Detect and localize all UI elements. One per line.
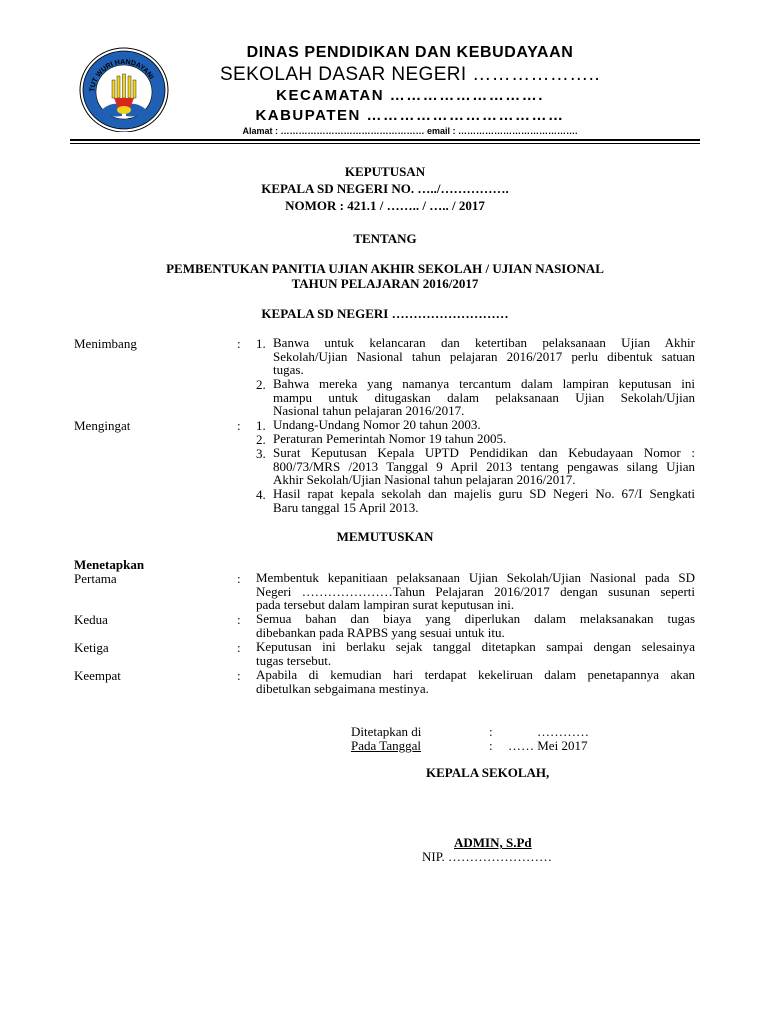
header-rule-thick: [70, 139, 700, 141]
ketiga-line-2: tugas tersebut.: [256, 652, 332, 668]
decree-title: KEPUTUSAN: [344, 164, 426, 179]
pertama-colon: :: [237, 571, 241, 586]
kedua-line-2: dibebankan pada RAPBS yang sesuai untuk itu.: [256, 624, 505, 640]
subject-line-1: PEMBENTUKAN PANITIA UJIAN AKHIR SEKOLAH / UJIAN NASIONAL: [166, 261, 604, 276]
kepala-heading: KEPALA SD NEGERI ………………………: [261, 306, 509, 321]
subject-line-2: TAHUN PELAJARAN 2016/2017: [291, 276, 479, 291]
mengingat-3-line-2: 800/73/MRS /2013 Tanggal 9 April 2013 tentang pengawas silang Ujian: [273, 458, 695, 474]
ditetapkan-colon: :: [489, 724, 493, 739]
tanggal-colon: :: [489, 738, 493, 753]
memutuskan-heading: MEMUTUSKAN: [336, 529, 434, 544]
menimbang-num-2: 2.: [256, 377, 266, 392]
pertama-label: Pertama: [74, 571, 117, 586]
mengingat-colon: :: [237, 418, 241, 433]
menimbang-2-line-1: Bahwa mereka yang namanya tercantum dalam lampiran keputusan ini: [273, 376, 695, 391]
address-line: Alamat : ………………………………………… email : ………………………………….: [242, 126, 578, 136]
signer-position: KEPALA SEKOLAH,: [426, 765, 550, 780]
ketiga-label: Ketiga: [74, 640, 109, 655]
regency-line: KABUPATEN ………………………………: [255, 107, 565, 124]
menimbang-2-line-2: mampu untuk ditugaskan dalam pelaksanaan Ujian Sekolah/Ujian: [273, 389, 695, 405]
mengingat-1-line-1: Undang-Undang Nomor 20 tahun 2003.: [273, 417, 481, 432]
menimbang-1-line-1: Banwa untuk kelancaran dan ketertiban pelaksanaan Ujian Akhir: [273, 335, 695, 350]
tanggal-value: …… Mei 2017: [508, 738, 588, 753]
logo-motto: TUT WURI HANDAYANI: [89, 58, 155, 93]
kedua-label: Kedua: [74, 612, 108, 627]
kedua-line-1: Semua bahan dan biaya yang diperlukan dalam melaksanakan tugas: [256, 611, 695, 626]
school-name: SEKOLAH DASAR NEGERI ………………..: [219, 64, 601, 85]
pertama-line-2: Negeri …………………Tahun Pelajaran 2016/2017 dengan susunan seperti: [256, 583, 695, 599]
ditetapkan-label: Ditetapkan di: [351, 724, 422, 739]
menimbang-1-line-2: Sekolah/Ujian Nasional tahun pelajaran 2016/2017 perlu dibentuk satuan: [273, 348, 695, 364]
agency-name: DINAS PENDIDIKAN DAN KEBUDAYAAN: [246, 44, 574, 61]
menimbang-1-line-3: tugas.: [273, 362, 304, 377]
ditetapkan-value: …………: [537, 724, 589, 739]
mengingat-num-4: 4.: [256, 487, 266, 502]
keempat-line-1: Apabila di kemudian hari terdapat kekeliruan dalam penetapannya akan: [256, 667, 695, 682]
menimbang-colon: :: [237, 336, 241, 351]
header-rule-thin: [70, 143, 700, 144]
mengingat-3-line-3: Akhir Sekolah/Ujian Nasional tahun pelajaran 2016/2017.: [273, 472, 576, 487]
ketiga-colon: :: [237, 640, 241, 655]
mengingat-4-line-2: Baru tanggal 15 April 2013.: [273, 499, 419, 515]
menimbang-num-1: 1.: [256, 336, 266, 351]
mengingat-3-line-1: Surat Keputusan Kepala UPTD Pendidikan dan Kebudayaan Nomor :: [273, 445, 695, 460]
ketiga-line-1: Keputusan ini berlaku sejak tanggal ditetapkan sampai dengan selesainya: [256, 639, 695, 654]
mengingat-4-line-1: Hasil rapat kepala sekolah dan majelis guru SD Negeri No. 67/I Sengkati: [273, 486, 695, 501]
mengingat-num-1: 1.: [256, 418, 266, 433]
district-line: KECAMATAN ……………………….: [276, 87, 544, 104]
mengingat-num-3: 3.: [256, 446, 266, 461]
keempat-label: Keempat: [74, 668, 121, 683]
kedua-colon: :: [237, 612, 241, 627]
pertama-line-1: Membentuk kepanitiaan pelaksanaan Ujian Sekolah/Ujian Nasional pada SD: [256, 570, 695, 585]
menetapkan-label: Menetapkan: [74, 557, 145, 572]
signer-name: ADMIN, S.Pd: [454, 835, 532, 850]
menimbang-2-line-3: Nasional tahun pelajaran 2016/2017.: [273, 403, 465, 418]
keempat-line-2: dibetulkan sebgaimana mestinya.: [256, 680, 429, 696]
mengingat-num-2: 2.: [256, 432, 266, 447]
mengingat-label: Mengingat: [74, 418, 131, 433]
decree-number: NOMOR : 421.1 / …….. / ….. / 2017: [285, 198, 485, 213]
menimbang-label: Menimbang: [74, 336, 137, 351]
keempat-colon: :: [237, 668, 241, 683]
signer-nip: NIP. ……………………: [422, 849, 553, 864]
pertama-line-3: pada tersebut dalam lampiran surat keputusan ini.: [256, 597, 515, 612]
tanggal-label: Pada Tanggal: [351, 738, 421, 753]
decree-issuer: KEPALA SD NEGERI NO. …../…………….: [261, 181, 509, 196]
tentang-heading: TENTANG: [353, 231, 417, 246]
mengingat-2-line-1: Peraturan Pemerintah Nomor 19 tahun 2005.: [273, 431, 507, 446]
